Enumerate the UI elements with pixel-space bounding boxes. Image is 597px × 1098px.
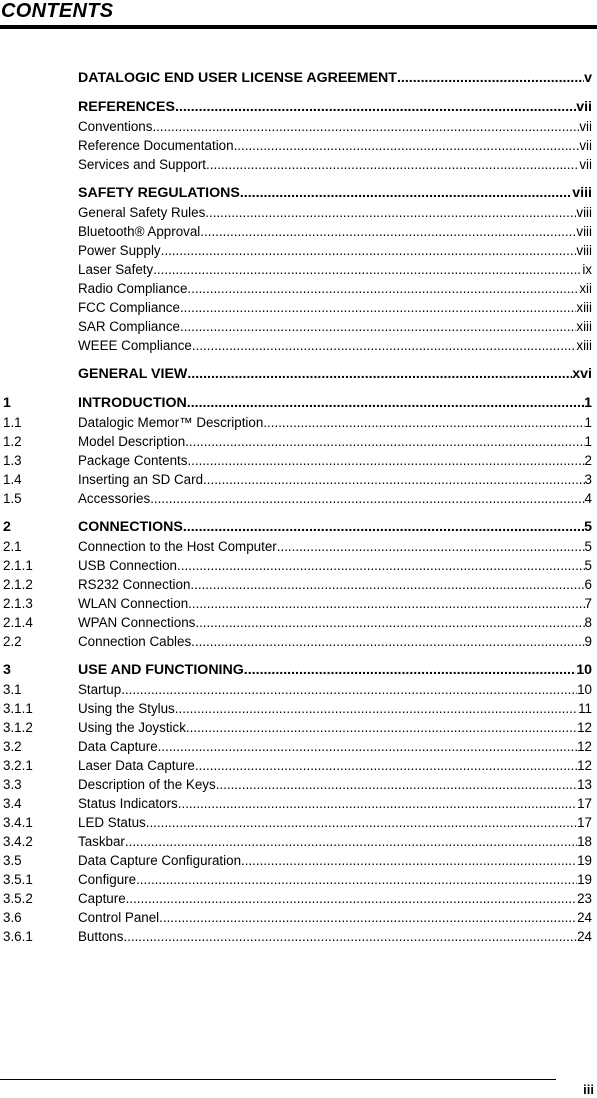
toc-entry-title[interactable]: Inserting an SD Card (78, 472, 204, 487)
toc-entry-number: 3.2.1 (3, 758, 33, 773)
toc-entry-title[interactable]: Reference Documentation (78, 138, 234, 153)
toc-spacer (0, 384, 597, 393)
toc-entry-title[interactable]: Laser Safety (78, 262, 154, 277)
toc-entry-title[interactable]: USB Connection (78, 558, 177, 573)
toc-entry-page[interactable]: 24 (577, 929, 592, 944)
dot-leader (216, 775, 577, 794)
toc-entry-page[interactable]: 10 (576, 662, 592, 678)
toc-entry-number: 3.4.2 (3, 834, 33, 849)
toc-entry-line (78, 613, 592, 632)
toc-entry-number: 3.1.1 (3, 701, 33, 716)
toc-entry-page[interactable]: 5 (584, 558, 592, 573)
toc-entry-number: 2.1.4 (3, 615, 33, 630)
toc-entry-title[interactable]: Using the Stylus (78, 701, 175, 716)
toc-entry-page[interactable]: viii (576, 243, 592, 258)
toc-entry-line (78, 870, 592, 889)
toc-entry-page[interactable]: 10 (577, 682, 592, 697)
toc-entry-line (78, 851, 592, 870)
toc-entry-line (78, 260, 592, 279)
toc-entry-page[interactable]: 3 (584, 472, 592, 487)
toc-section-entry[interactable] (0, 298, 597, 317)
toc-entry-number: 3.5.2 (3, 891, 33, 906)
toc-entry-title[interactable]: Accessories (78, 491, 151, 506)
toc-section-entry[interactable] (0, 279, 597, 298)
toc-spacer (0, 508, 597, 517)
toc-entry-page[interactable]: 13 (577, 777, 592, 792)
dot-leader (136, 870, 577, 889)
dot-leader (158, 737, 577, 756)
toc-entry-title[interactable]: Model Description (78, 434, 186, 449)
toc-entry-line (78, 336, 592, 355)
dot-leader (203, 470, 585, 489)
footer-rule (0, 1079, 556, 1080)
toc-entry-page[interactable]: vii (579, 119, 592, 134)
toc-entry-line (78, 660, 592, 680)
toc-chapter-entry[interactable] (0, 97, 597, 117)
toc-entry-title[interactable]: LED Status (78, 815, 146, 830)
toc-entry-title[interactable]: SAR Compliance (78, 319, 180, 334)
toc-entry-title[interactable]: General Safety Rules (78, 205, 206, 220)
toc-chapter-entry[interactable] (0, 393, 597, 413)
toc-section-entry[interactable] (0, 889, 597, 908)
dot-leader (234, 136, 580, 155)
toc-entry-line (78, 68, 592, 88)
toc-entry-line (78, 908, 592, 927)
toc-entry-page[interactable]: 7 (584, 596, 592, 611)
toc-entry-title[interactable]: GENERAL VIEW (78, 366, 188, 382)
toc-entry-title[interactable]: Services and Support (78, 157, 207, 172)
dot-leader (152, 117, 579, 136)
toc-entry-number: 1.1 (3, 415, 22, 430)
toc-entry-line (78, 927, 592, 946)
toc-entry-page[interactable]: xiii (576, 338, 592, 353)
toc-entry-title[interactable]: INTRODUCTION (78, 395, 187, 411)
dot-leader (123, 927, 577, 946)
toc-entry-page[interactable]: 12 (577, 758, 592, 773)
toc-entry-line (78, 155, 592, 174)
toc-spacer (0, 88, 597, 97)
toc-entry-title[interactable]: Connection to the Host Computer (78, 539, 277, 554)
toc-entry-line (78, 794, 592, 813)
toc-section-entry[interactable] (0, 908, 597, 927)
toc-entry-page[interactable]: vii (579, 138, 592, 153)
toc-entry-number: 1.5 (3, 491, 22, 506)
toc-entry-number: 2.1.2 (3, 577, 33, 592)
toc-entry-title[interactable]: Connection Cables (78, 634, 192, 649)
toc-entry-line (78, 537, 592, 556)
toc-entry-title[interactable]: DATALOGIC END USER LICENSE AGREEMENT (78, 70, 397, 86)
toc-entry-title[interactable]: Conventions (78, 119, 153, 134)
toc-section-entry[interactable] (0, 575, 597, 594)
toc-entry-page[interactable]: viii (576, 205, 592, 220)
toc-entry-page[interactable]: 23 (577, 891, 592, 906)
toc-entry-page[interactable]: viii (576, 224, 592, 239)
toc-entry-title[interactable]: WEEE Compliance (78, 338, 192, 353)
toc-entry-number: 3.5 (3, 853, 22, 868)
toc-entry-title[interactable]: Configure (78, 872, 137, 887)
dot-leader (159, 908, 577, 927)
dot-leader (150, 489, 584, 508)
toc-entry-title[interactable]: Datalogic Memor™ Description (78, 415, 264, 430)
dot-leader (191, 632, 584, 651)
toc-entry-title[interactable]: SAFETY REGULATIONS (78, 185, 240, 201)
toc-entry-title[interactable]: Startup (78, 682, 122, 697)
toc-spacer (0, 355, 597, 364)
toc-section-entry[interactable] (0, 260, 597, 279)
toc-entry-line (78, 632, 592, 651)
toc-section-entry[interactable] (0, 537, 597, 556)
dot-leader (244, 660, 576, 680)
toc-entry-page[interactable]: 5 (584, 539, 592, 554)
toc-entry-page[interactable]: 12 (577, 720, 592, 735)
dot-leader (187, 364, 572, 384)
toc-section-entry[interactable] (0, 222, 597, 241)
toc-entry-number: 2.1 (3, 539, 22, 554)
dot-leader (187, 451, 584, 470)
toc-entry-line (78, 699, 592, 718)
toc-entry-line (78, 680, 592, 699)
dot-leader (187, 393, 584, 413)
toc-entry-line (78, 832, 592, 851)
toc-entry-line (78, 756, 592, 775)
toc-chapter-entry[interactable] (0, 68, 597, 88)
toc-entry-line (78, 575, 592, 594)
toc-entry-title[interactable]: REFERENCES (78, 99, 175, 115)
toc-entry-line (78, 393, 592, 413)
toc-section-entry[interactable] (0, 699, 597, 718)
toc-entry-line (78, 279, 592, 298)
toc-entry-line (78, 718, 592, 737)
toc-entry-page[interactable]: v (584, 70, 592, 86)
toc-entry-line (78, 117, 592, 136)
dot-leader (177, 556, 585, 575)
toc-section-entry[interactable] (0, 241, 597, 260)
dot-leader (206, 155, 579, 174)
dot-leader (241, 851, 577, 870)
toc-section-entry[interactable] (0, 775, 597, 794)
toc-entry-number: 1.2 (3, 434, 22, 449)
toc-spacer (0, 174, 597, 183)
toc-entry-number: 3 (3, 662, 11, 678)
toc-entry-page[interactable]: 9 (584, 634, 592, 649)
dot-leader (186, 718, 577, 737)
toc-entry-number: 2.1.1 (3, 558, 33, 573)
dot-leader (263, 413, 584, 432)
toc-section-entry[interactable] (0, 413, 597, 432)
toc-entry-line (78, 556, 592, 575)
toc-section-entry[interactable] (0, 470, 597, 489)
toc-chapter-entry[interactable] (0, 517, 597, 537)
toc-entry-line (78, 517, 592, 537)
toc-chapter-entry[interactable] (0, 364, 597, 384)
toc-section-entry[interactable] (0, 451, 597, 470)
dot-leader (185, 432, 584, 451)
table-of-contents (0, 68, 597, 946)
toc-section-entry[interactable] (0, 680, 597, 699)
toc-section-entry[interactable] (0, 594, 597, 613)
dot-leader (180, 317, 576, 336)
toc-entry-number: 2 (3, 519, 11, 535)
toc-entry-title[interactable]: Taskbar (78, 834, 125, 849)
dot-leader (195, 756, 577, 775)
toc-entry-line (78, 298, 592, 317)
toc-entry-page[interactable]: xii (579, 281, 592, 296)
toc-entry-page[interactable]: xiii (576, 300, 592, 315)
toc-entry-page[interactable]: 2 (584, 453, 592, 468)
toc-entry-title[interactable]: FCC Compliance (78, 300, 180, 315)
toc-section-entry[interactable] (0, 613, 597, 632)
toc-entry-title[interactable]: WLAN Connection (78, 596, 189, 611)
toc-entry-page[interactable]: 17 (577, 815, 592, 830)
toc-entry-title[interactable]: Capture (78, 891, 126, 906)
toc-entry-page[interactable]: 12 (577, 739, 592, 754)
toc-section-entry[interactable] (0, 927, 597, 946)
toc-entry-title[interactable]: Power Supply (78, 243, 161, 258)
toc-chapter-entry[interactable] (0, 660, 597, 680)
page-title: CONTENTS (1, 0, 114, 22)
toc-entry-title[interactable]: Status Indicators (78, 796, 178, 811)
toc-entry-line (78, 432, 592, 451)
toc-section-entry[interactable] (0, 336, 597, 355)
toc-section-entry[interactable] (0, 813, 597, 832)
toc-entry-page[interactable]: 5 (584, 519, 592, 535)
toc-entry-line (78, 737, 592, 756)
dot-leader (200, 222, 576, 241)
toc-entry-title[interactable]: CONNECTIONS (78, 519, 183, 535)
toc-entry-line (78, 222, 592, 241)
dot-leader (190, 575, 584, 594)
toc-section-entry[interactable] (0, 851, 597, 870)
dot-leader (121, 680, 577, 699)
dot-leader (397, 68, 584, 88)
dot-leader (126, 889, 577, 908)
toc-section-entry[interactable] (0, 489, 597, 508)
dot-leader (175, 699, 578, 718)
dot-leader (277, 537, 585, 556)
toc-entry-line (78, 183, 592, 203)
toc-entry-title[interactable]: Package Contents (78, 453, 188, 468)
toc-entry-page[interactable]: xvi (572, 366, 592, 382)
toc-entry-page[interactable]: 4 (584, 491, 592, 506)
toc-entry-page[interactable]: viii (572, 185, 592, 201)
toc-entry-line (78, 364, 592, 384)
toc-entry-page[interactable]: xiii (576, 319, 592, 334)
toc-entry-title[interactable]: Control Panel (78, 910, 160, 925)
toc-entry-number: 3.1 (3, 682, 22, 697)
toc-entry-title[interactable]: Laser Data Capture (78, 758, 195, 773)
toc-section-entry[interactable] (0, 117, 597, 136)
toc-entry-number: 3.3 (3, 777, 22, 792)
toc-entry-page[interactable]: ix (582, 262, 592, 277)
toc-section-entry[interactable] (0, 718, 597, 737)
toc-entry-number: 3.4.1 (3, 815, 33, 830)
toc-entry-title[interactable]: Buttons (78, 929, 124, 944)
toc-entry-line (78, 136, 592, 155)
dot-leader (180, 298, 576, 317)
toc-entry-page[interactable]: 1 (584, 415, 592, 430)
toc-entry-line (78, 241, 592, 260)
toc-entry-number: 1.4 (3, 472, 22, 487)
toc-entry-number: 3.1.2 (3, 720, 33, 735)
toc-entry-number: 2.2 (3, 634, 22, 649)
toc-entry-line (78, 489, 592, 508)
toc-entry-page[interactable]: 24 (577, 910, 592, 925)
toc-entry-line (78, 317, 592, 336)
dot-leader (183, 517, 584, 537)
toc-entry-title[interactable]: Data Capture Configuration (78, 853, 242, 868)
toc-section-entry[interactable] (0, 317, 597, 336)
toc-entry-line (78, 470, 592, 489)
toc-entry-number: 1.3 (3, 453, 22, 468)
toc-section-entry[interactable] (0, 832, 597, 851)
toc-entry-number: 1 (3, 395, 11, 411)
toc-section-entry[interactable] (0, 136, 597, 155)
title-rule (0, 25, 597, 29)
toc-entry-page[interactable]: 19 (577, 853, 592, 868)
toc-section-entry[interactable] (0, 632, 597, 651)
dot-leader (188, 594, 584, 613)
dot-leader (205, 203, 576, 222)
toc-entry-number: 3.2 (3, 739, 22, 754)
toc-entry-number: 3.4 (3, 796, 22, 811)
dot-leader (192, 336, 577, 355)
toc-entry-number: 3.6.1 (3, 929, 33, 944)
toc-entry-line (78, 813, 592, 832)
toc-entry-title[interactable]: WPAN Connections (78, 615, 196, 630)
dot-leader (178, 794, 577, 813)
toc-entry-page[interactable]: 19 (577, 872, 592, 887)
toc-chapter-entry[interactable] (0, 183, 597, 203)
toc-entry-title[interactable]: Data Capture (78, 739, 158, 754)
toc-section-entry[interactable] (0, 155, 597, 174)
toc-entry-title[interactable]: Bluetooth® Approval (78, 224, 201, 239)
dot-leader (240, 183, 572, 203)
toc-section-entry[interactable] (0, 756, 597, 775)
dot-leader (146, 813, 577, 832)
page-number: iii (583, 1082, 594, 1097)
toc-entry-title[interactable]: RS232 Connection (78, 577, 191, 592)
toc-entry-line (78, 413, 592, 432)
toc-entry-page[interactable]: 18 (577, 834, 592, 849)
toc-spacer (0, 651, 597, 660)
toc-entry-page[interactable]: 11 (578, 701, 592, 716)
toc-entry-line (78, 594, 592, 613)
toc-entry-title[interactable]: Using the Joystick (78, 720, 186, 735)
toc-entry-number: 3.5.1 (3, 872, 33, 887)
toc-entry-page[interactable]: vii (579, 157, 592, 172)
dot-leader (125, 832, 577, 851)
dot-leader (161, 241, 577, 260)
toc-entry-number: 2.1.3 (3, 596, 33, 611)
toc-entry-page[interactable]: 17 (577, 796, 592, 811)
toc-entry-line (78, 203, 592, 222)
toc-entry-title[interactable]: USE AND FUNCTIONING (78, 662, 244, 678)
toc-entry-page[interactable]: 1 (584, 395, 592, 411)
toc-section-entry[interactable] (0, 556, 597, 575)
toc-entry-line (78, 97, 592, 117)
dot-leader (153, 260, 582, 279)
toc-entry-page[interactable]: vii (576, 99, 592, 115)
toc-entry-title[interactable]: Radio Compliance (78, 281, 188, 296)
toc-entry-page[interactable]: 6 (584, 577, 592, 592)
toc-entry-page[interactable]: 1 (584, 434, 592, 449)
toc-entry-line (78, 451, 592, 470)
toc-entry-line (78, 889, 592, 908)
toc-section-entry[interactable] (0, 203, 597, 222)
toc-section-entry[interactable] (0, 794, 597, 813)
dot-leader (175, 97, 576, 117)
toc-section-entry[interactable] (0, 870, 597, 889)
toc-section-entry[interactable] (0, 737, 597, 756)
dot-leader (195, 613, 584, 632)
toc-entry-title[interactable]: Description of the Keys (78, 777, 216, 792)
toc-section-entry[interactable] (0, 432, 597, 451)
toc-entry-line (78, 775, 592, 794)
toc-entry-page[interactable]: 8 (584, 615, 592, 630)
toc-entry-number: 3.6 (3, 910, 22, 925)
dot-leader (187, 279, 579, 298)
